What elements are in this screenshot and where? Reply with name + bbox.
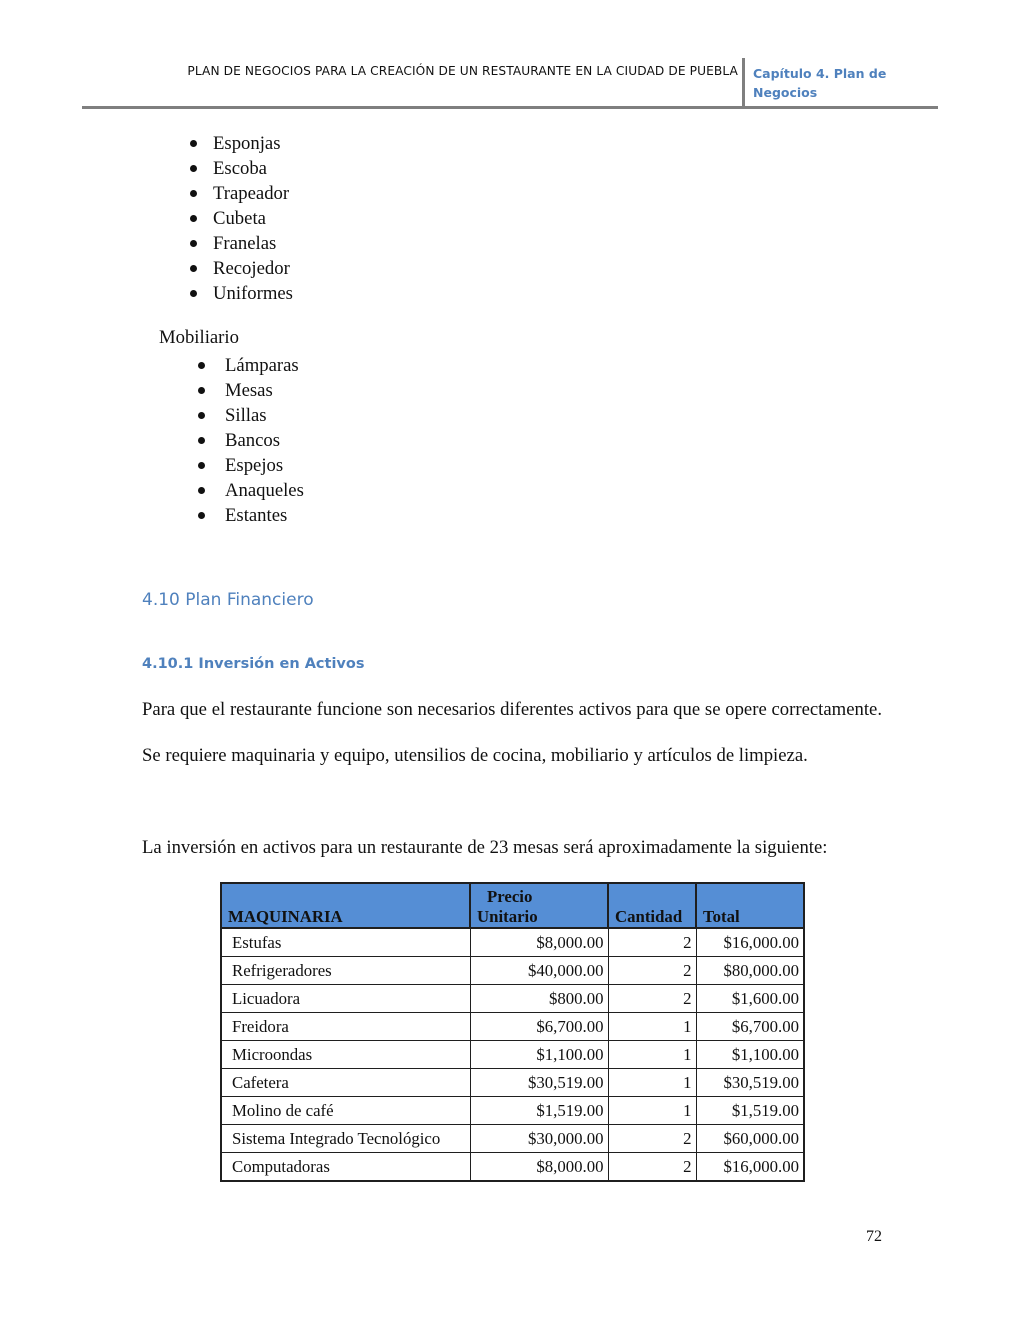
- list-item: [188, 156, 293, 181]
- cell-quantity: 1: [608, 1041, 696, 1069]
- running-header-chapter: [753, 64, 933, 102]
- bullet-icon: [198, 437, 205, 444]
- cell-quantity: 1: [608, 1097, 696, 1125]
- assets-table: [220, 882, 805, 1182]
- list-item-label: Trapeador: [213, 183, 290, 204]
- furniture-label: Mobiliario: [159, 327, 239, 348]
- bullet-icon: [198, 362, 205, 369]
- cell-quantity: 1: [608, 1013, 696, 1041]
- section-heading: 4.10 Plan Financiero: [142, 590, 314, 610]
- cell-item-name: Licuadora: [221, 985, 470, 1013]
- list-item: [196, 428, 304, 453]
- column-header-machinery: MAQUINARIA: [221, 883, 470, 928]
- running-header-title: PLAN DE NEGOCIOS PARA LA CREACIÓN DE UN RESTAURANTE EN LA CIUDAD DE PUEBLA: [187, 64, 738, 78]
- table-row: [221, 1153, 804, 1182]
- bullet-icon: [190, 240, 197, 247]
- list-item-label: Cubeta: [213, 208, 266, 229]
- table-row: [221, 1125, 804, 1153]
- cell-item-name: Estufas: [221, 928, 470, 957]
- cell-total: $6,700.00: [696, 1013, 804, 1041]
- cell-unit-price: $800.00: [470, 985, 608, 1013]
- cell-unit-price: $30,519.00: [470, 1069, 608, 1097]
- table-row: [221, 1013, 804, 1041]
- cell-quantity: 2: [608, 985, 696, 1013]
- cell-total: $16,000.00: [696, 1153, 804, 1182]
- list-item-label: Sillas: [225, 405, 267, 426]
- cell-item-name: Molino de café: [221, 1097, 470, 1125]
- table-row: [221, 928, 804, 957]
- list-item: [188, 181, 293, 206]
- cell-total: $60,000.00: [696, 1125, 804, 1153]
- cell-item-name: Computadoras: [221, 1153, 470, 1182]
- list-item: [188, 281, 293, 306]
- list-item-label: Uniformes: [213, 283, 293, 304]
- cell-quantity: 1: [608, 1069, 696, 1097]
- list-item-label: Bancos: [225, 430, 281, 451]
- bullet-icon: [198, 487, 205, 494]
- paragraph-assets-intro: Para que el restaurante funcione son necesarios diferentes activos para que se opere correctamente. Se requiere maquinaria y equipo, utensilios de cocina, mobiliario y artículos de limpieza.: [142, 699, 882, 766]
- table-row: [221, 1069, 804, 1097]
- furniture-list: [196, 353, 304, 528]
- list-item: [196, 503, 304, 528]
- header-divider-horizontal: [82, 106, 938, 109]
- cell-item-name: Microondas: [221, 1041, 470, 1069]
- list-item: [188, 206, 293, 231]
- list-item-label: Lámparas: [225, 355, 299, 376]
- bullet-icon: [198, 512, 205, 519]
- cell-total: $16,000.00: [696, 928, 804, 957]
- list-item-label: Escoba: [213, 158, 267, 179]
- cell-unit-price: $6,700.00: [470, 1013, 608, 1041]
- bullet-icon: [190, 215, 197, 222]
- cell-total: $80,000.00: [696, 957, 804, 985]
- list-item: [188, 256, 293, 281]
- bullet-icon: [190, 140, 197, 147]
- list-item: [196, 478, 304, 503]
- list-item-label: Franelas: [213, 233, 277, 254]
- table-row: [221, 1041, 804, 1069]
- column-header-quantity: Cantidad: [608, 883, 696, 928]
- table-header-row: [221, 883, 804, 928]
- cell-total: $1,519.00: [696, 1097, 804, 1125]
- bullet-icon: [198, 462, 205, 469]
- cell-unit-price: $1,100.00: [470, 1041, 608, 1069]
- cell-quantity: 2: [608, 928, 696, 957]
- page-number: 72: [866, 1228, 882, 1245]
- paragraph-investment: La inversión en activos para un restaurante de 23 mesas será aproximadamente la siguiente:: [142, 837, 828, 858]
- subsection-heading: 4.10.1 Inversión en Activos: [142, 656, 365, 672]
- table-row: [221, 1097, 804, 1125]
- unit-price-line-1: Precio: [487, 887, 533, 906]
- bullet-icon: [190, 290, 197, 297]
- list-item: [196, 378, 304, 403]
- cell-total: $1,100.00: [696, 1041, 804, 1069]
- cell-total: $30,519.00: [696, 1069, 804, 1097]
- cell-unit-price: $8,000.00: [470, 1153, 608, 1182]
- list-item-label: Espejos: [225, 455, 284, 476]
- header-divider-vertical: [742, 58, 745, 106]
- chapter-line-2: Negocios: [753, 85, 818, 100]
- bullet-icon: [190, 265, 197, 272]
- cell-unit-price: $30,000.00: [470, 1125, 608, 1153]
- cell-item-name: Cafetera: [221, 1069, 470, 1097]
- cell-item-name: Sistema Integrado Tecnológico: [221, 1125, 470, 1153]
- column-header-total: Total: [696, 883, 804, 928]
- cell-unit-price: $8,000.00: [470, 928, 608, 957]
- cleaning-items-list: [188, 131, 293, 306]
- unit-price-line-2: Unitario: [477, 907, 538, 926]
- list-item-label: Anaqueles: [225, 480, 304, 501]
- bullet-icon: [190, 165, 197, 172]
- column-header-unit-price: [470, 883, 608, 928]
- list-item: [196, 453, 304, 478]
- list-item-label: Mesas: [225, 380, 273, 401]
- cell-item-name: Freidora: [221, 1013, 470, 1041]
- bullet-icon: [190, 190, 197, 197]
- bullet-icon: [198, 412, 205, 419]
- bullet-icon: [198, 387, 205, 394]
- cell-quantity: 2: [608, 1125, 696, 1153]
- list-item-label: Esponjas: [213, 133, 281, 154]
- cell-quantity: 2: [608, 1153, 696, 1182]
- cell-item-name: Refrigeradores: [221, 957, 470, 985]
- list-item-label: Estantes: [225, 505, 288, 526]
- cell-unit-price: $40,000.00: [470, 957, 608, 985]
- cell-unit-price: $1,519.00: [470, 1097, 608, 1125]
- chapter-line-1: Capítulo 4. Plan de: [753, 66, 887, 81]
- list-item: [188, 231, 293, 256]
- list-item: [188, 131, 293, 156]
- list-item: [196, 353, 304, 378]
- list-item-label: Recojedor: [213, 258, 290, 279]
- table-row: [221, 985, 804, 1013]
- list-item: [196, 403, 304, 428]
- table-row: [221, 957, 804, 985]
- cell-total: $1,600.00: [696, 985, 804, 1013]
- cell-quantity: 2: [608, 957, 696, 985]
